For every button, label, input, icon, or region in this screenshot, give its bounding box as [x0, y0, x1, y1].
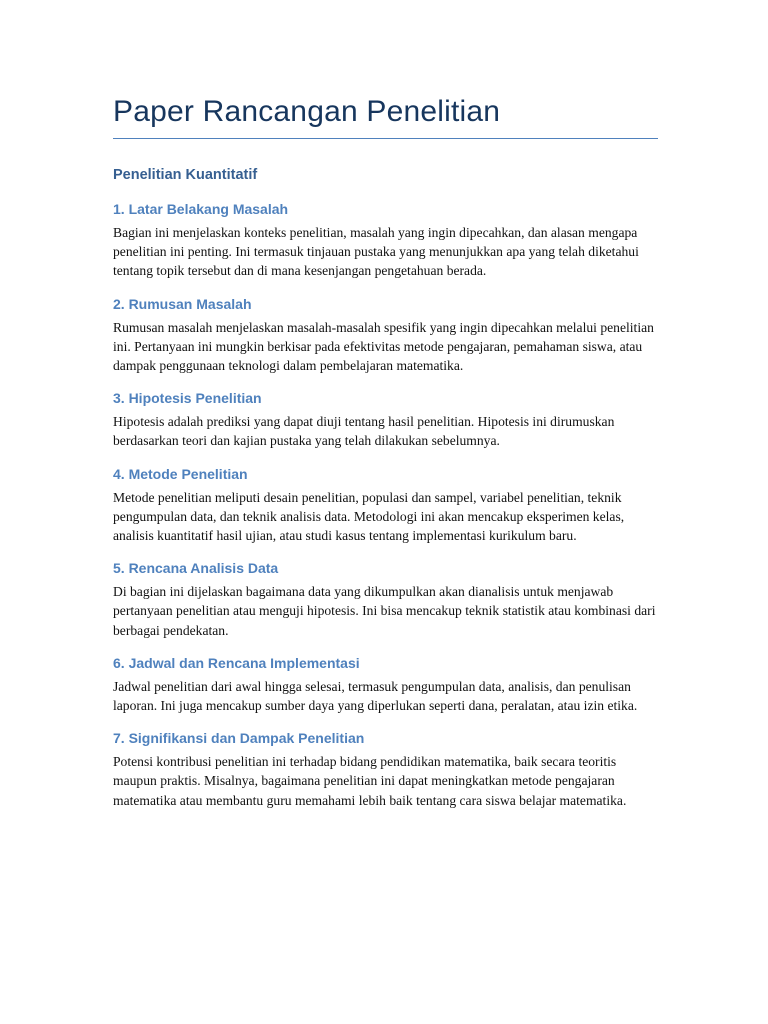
section-heading: 7. Signifikansi dan Dampak Penelitian: [113, 730, 365, 747]
section-heading: 1. Latar Belakang Masalah: [113, 201, 289, 217]
section-2: [113, 294, 658, 376]
section-body: Jadwal penelitian dari awal hingga selesai, termasuk pengumpulan data, analisis, dan penulisan laporan. Ini juga mencakup sumber daya yang diperlukan seperti dana, peralatan, atau izin etika.: [113, 678, 638, 714]
section-4: [113, 464, 658, 546]
section-body: Di bagian ini dijelaskan bagaimana data yang dikumpulkan akan dianalisis untuk menjawab pertanyaan penelitian atau menguji hipotesis. Ini bisa mencakup teknik statistik atau kombinasi dari berbagai pendekatan.: [113, 584, 656, 638]
title-divider: [113, 138, 658, 139]
document-title: Paper Rancangan Penelitian: [113, 95, 501, 128]
document-page: [113, 92, 658, 823]
section-heading: 6. Jadwal dan Rencana Implementasi: [113, 654, 360, 671]
section-7: [113, 728, 658, 810]
section-body: Hipotesis adalah prediksi yang dapat diuji tentang hasil penelitian. Hipotesis ini dirumuskan berdasarkan teori dan kajian pustaka yang telah dilakukan sebelumnya.: [113, 414, 615, 449]
section-heading: 2. Rumusan Masalah: [113, 295, 252, 312]
document-subtitle: Penelitian Kuantitatif: [113, 167, 258, 183]
section-1: [113, 199, 658, 281]
section-heading: 4. Metode Penelitian: [113, 465, 248, 482]
section-body: Bagian ini menjelaskan konteks penelitian, masalah yang ingin dipecahkan, dan alasan mengapa penelitian ini penting. Ini termasuk tinjauan pustaka yang menunjukkan apa yang telah diketahui tentang topik tersebut dan di mana kesenjangan pengetahuan berada.: [113, 225, 639, 279]
section-body: Rumusan masalah menjelaskan masalah-masalah spesifik yang ingin dipecahkan melalui penelitian ini. Pertanyaan ini mungkin berkisar pada efektivitas metode pengajaran, pemahaman siswa, atau dampak penggunaan teknologi dalam pembelajaran matematika.: [113, 319, 654, 374]
section-3: [113, 388, 658, 450]
section-heading: 3. Hipotesis Penelitian: [113, 390, 262, 407]
section-5: [113, 558, 658, 640]
section-body: Potensi kontribusi penelitian ini terhadap bidang pendidikan matematika, baik secara teoritis maupun praktis. Misalnya, bagaimana penelitian ini dapat meningkatkan metode pengajaran matematika atau membantu guru memahami lebih baik tentang cara siswa belajar matematika.: [113, 754, 627, 808]
section-heading: 5. Rencana Analisis Data: [113, 560, 279, 577]
section-6: [113, 653, 658, 715]
section-body: Metode penelitian meliputi desain penelitian, populasi dan sampel, variabel penelitian, teknik pengumpulan data, dan teknik analisis data. Metodologi ini akan mencakup eksperimen kelas, analisis kuantitatif hasil ujian, atau studi kasus tentang implementasi kurikulum baru.: [113, 489, 625, 544]
